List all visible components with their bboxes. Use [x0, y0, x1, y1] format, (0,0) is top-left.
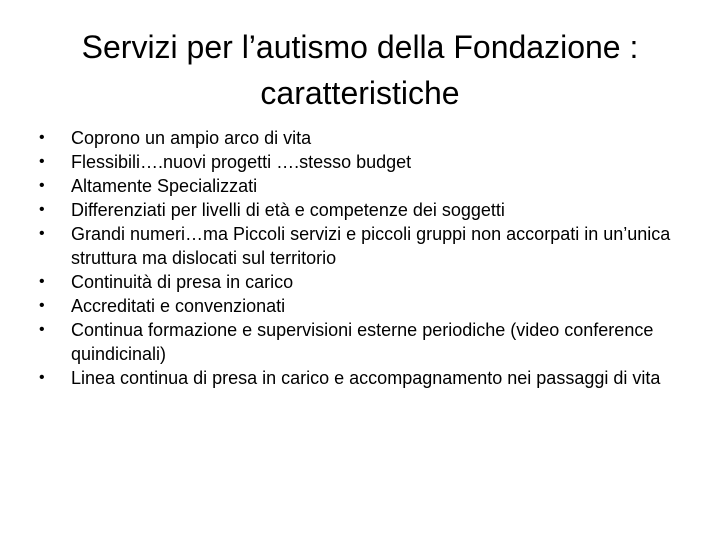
bullet-text: Coprono un ampio arco di vita	[71, 128, 312, 148]
bullet-icon: •	[39, 297, 45, 314]
bullet-icon: •	[39, 225, 45, 242]
bullet-icon: •	[39, 201, 45, 218]
bullet-icon: •	[39, 129, 45, 146]
bullet-icon: •	[39, 153, 45, 170]
bullet-icon: •	[39, 321, 45, 338]
bullet-icon: •	[39, 273, 45, 290]
bullet-text: Linea continua di presa in carico e accompagnamento nei passaggi di vita	[71, 368, 661, 388]
bullet-text: Differenziati per livelli di età e competenze dei soggetti	[71, 200, 505, 220]
bullet-text: Flessibili….nuovi progetti ….stesso budget	[71, 152, 412, 172]
bullet-item	[36, 150, 686, 174]
bullet-text: Accreditati e convenzionati	[71, 296, 286, 316]
bullet-item	[36, 198, 686, 222]
bullet-icon: •	[39, 177, 45, 194]
bullet-item	[36, 366, 686, 390]
bullet-item	[36, 174, 686, 198]
bullet-text: Grandi numeri…ma Piccoli servizi e piccoli gruppi non accorpati in un’unica struttura ma dislocati sul territorio	[71, 224, 671, 268]
bullet-item	[36, 270, 686, 294]
bullet-text: Continua formazione e supervisioni esterne periodiche (video conference quindicinali)	[71, 320, 654, 364]
slide-title: Servizi per l’autismo della Fondazione : caratteristiche	[81, 29, 639, 111]
bullet-item	[36, 126, 686, 150]
bullet-text: Altamente Specializzati	[71, 176, 258, 196]
bullet-list	[36, 126, 686, 390]
bullet-item	[36, 294, 686, 318]
bullet-text: Continuità di presa in carico	[71, 272, 294, 292]
bullet-item	[36, 222, 686, 270]
bullet-item	[36, 318, 686, 366]
bullet-icon: •	[39, 369, 45, 386]
